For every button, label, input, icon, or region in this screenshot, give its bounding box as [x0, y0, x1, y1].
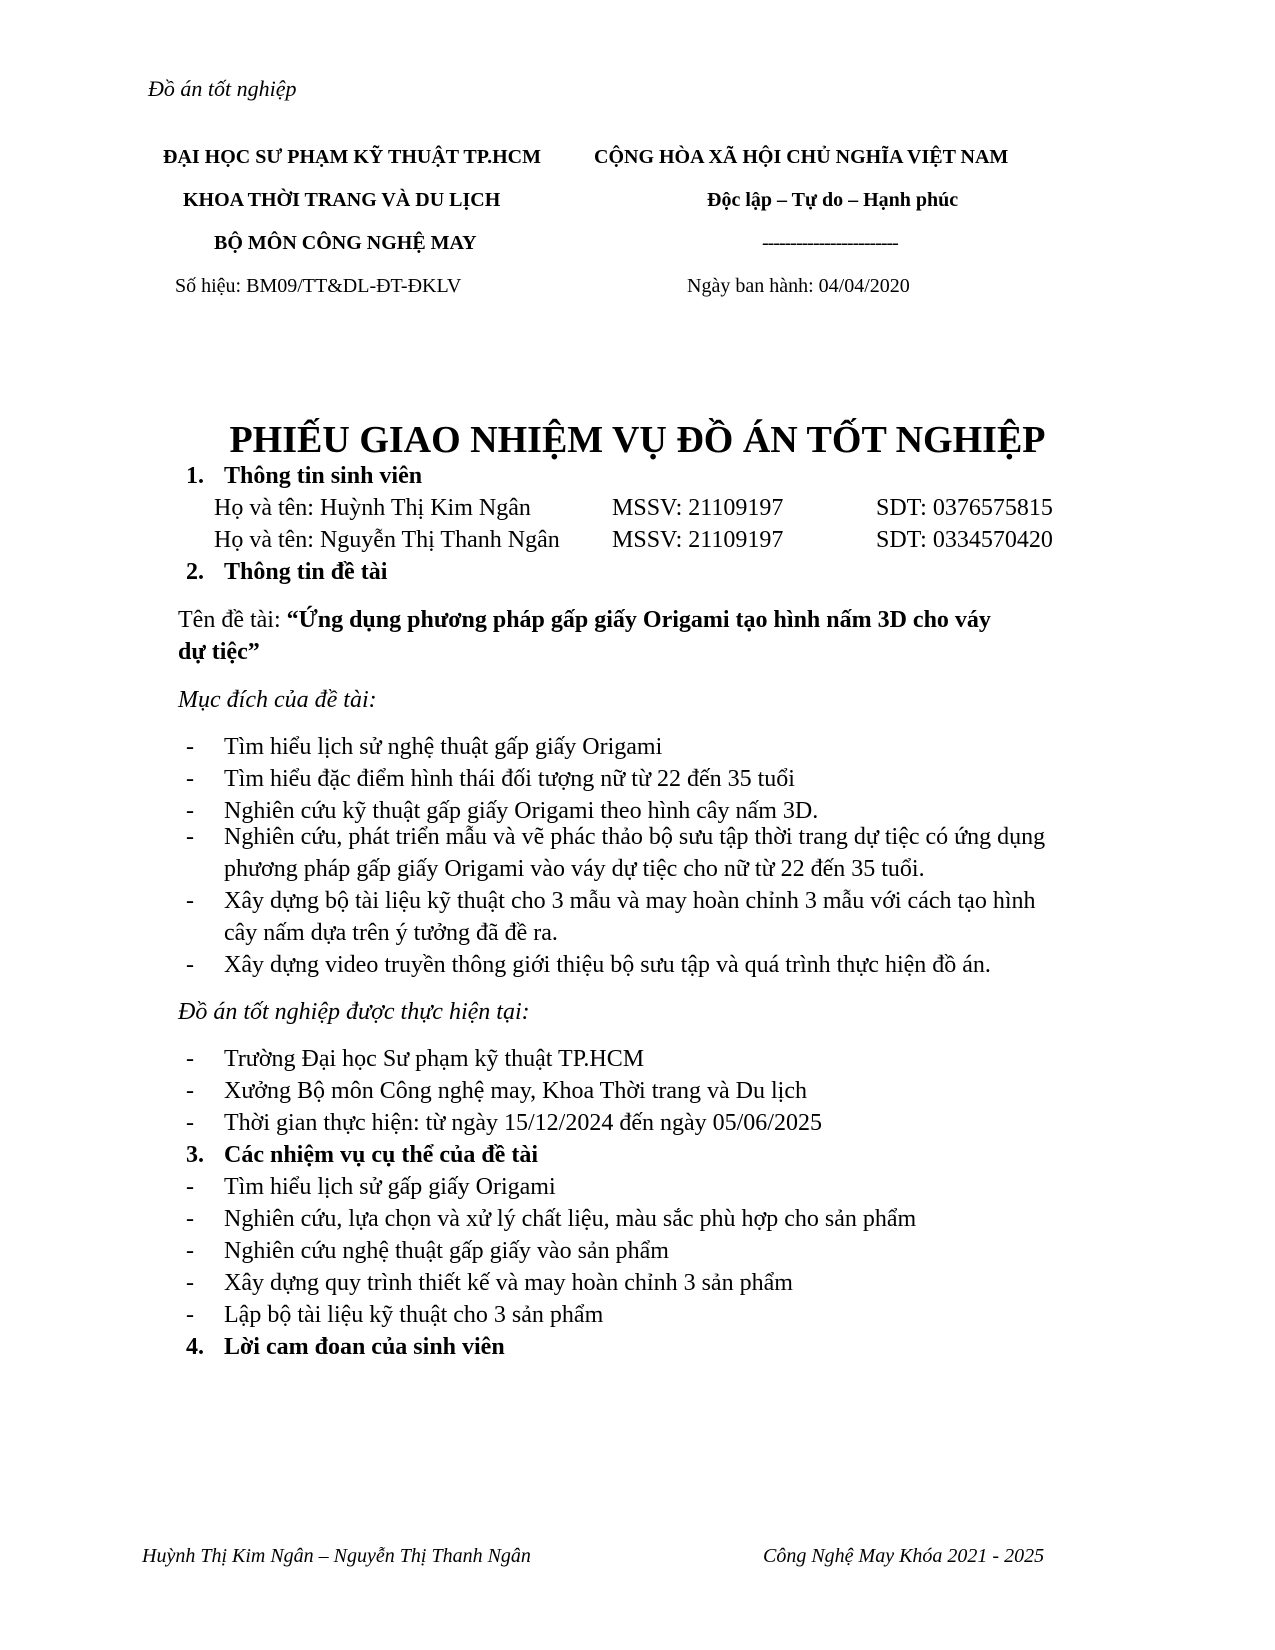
- section-1-title: Thông tin sinh viên: [224, 463, 423, 489]
- department-name: BỘ MÔN CÔNG NGHỆ MAY: [214, 232, 477, 254]
- section-4-title: Lời cam đoan của sinh viên: [224, 1334, 505, 1360]
- footer-authors: Huỳnh Thị Kim Ngân – Nguyễn Thị Thanh Ngân: [142, 1545, 531, 1567]
- document-code: Số hiệu: BM09/TT&DL-ĐT-ĐKLV: [175, 275, 462, 297]
- topic-prefix: Tên đề tài:: [178, 607, 287, 633]
- topic-line-1: [178, 604, 991, 636]
- section-2-number: 2.: [186, 559, 204, 585]
- student-1-mssv: MSSV: 21109197: [612, 495, 784, 521]
- student-2-phone: SDT: 0334570420: [876, 527, 1053, 553]
- document-title: PHIẾU GIAO NHIỆM VỤ ĐỒ ÁN TỐT NGHIỆP: [229, 419, 1046, 461]
- student-2-mssv: MSSV: 21109197: [612, 527, 784, 553]
- national-motto: Độc lập – Tự do – Hạnh phúc: [707, 189, 959, 211]
- section-4-number: 4.: [186, 1334, 204, 1360]
- student-1-name: Họ và tên: Huỳnh Thị Kim Ngân: [214, 495, 531, 521]
- footer-course: Công Nghệ May Khóa 2021 - 2025: [763, 1545, 1045, 1567]
- university-name: ĐẠI HỌC SƯ PHẠM KỸ THUẬT TP.HCM: [163, 146, 541, 168]
- topic-title-part-1: “Ứng dụng phương pháp gấp giấy Origami tạo hình nấm 3D cho váy: [286, 607, 991, 633]
- purpose-heading: Mục đích của đề tài:: [178, 687, 377, 713]
- location-heading: Đồ án tốt nghiệp được thực hiện tại:: [178, 999, 530, 1025]
- student-2-name: Họ và tên: Nguyễn Thị Thanh Ngân: [214, 527, 560, 553]
- faculty-name: KHOA THỜI TRANG VÀ DU LỊCH: [183, 189, 501, 211]
- section-1-number: 1.: [186, 463, 204, 489]
- section-2-title: Thông tin đề tài: [224, 559, 388, 585]
- running-header: Đồ án tốt nghiệp: [148, 76, 297, 101]
- student-1-phone: SDT: 0376575815: [876, 495, 1053, 521]
- topic-title-part-2: dự tiệc”: [178, 639, 260, 665]
- nation-name: CỘNG HÒA XÃ HỘI CHỦ NGHĨA VIỆT NAM: [594, 146, 1009, 168]
- section-3-title: Các nhiệm vụ cụ thể của đề tài: [224, 1142, 538, 1168]
- motto-separator: ------------------------: [762, 232, 898, 254]
- issue-date: Ngày ban hành: 04/04/2020: [687, 275, 910, 297]
- section-3-number: 3.: [186, 1142, 204, 1168]
